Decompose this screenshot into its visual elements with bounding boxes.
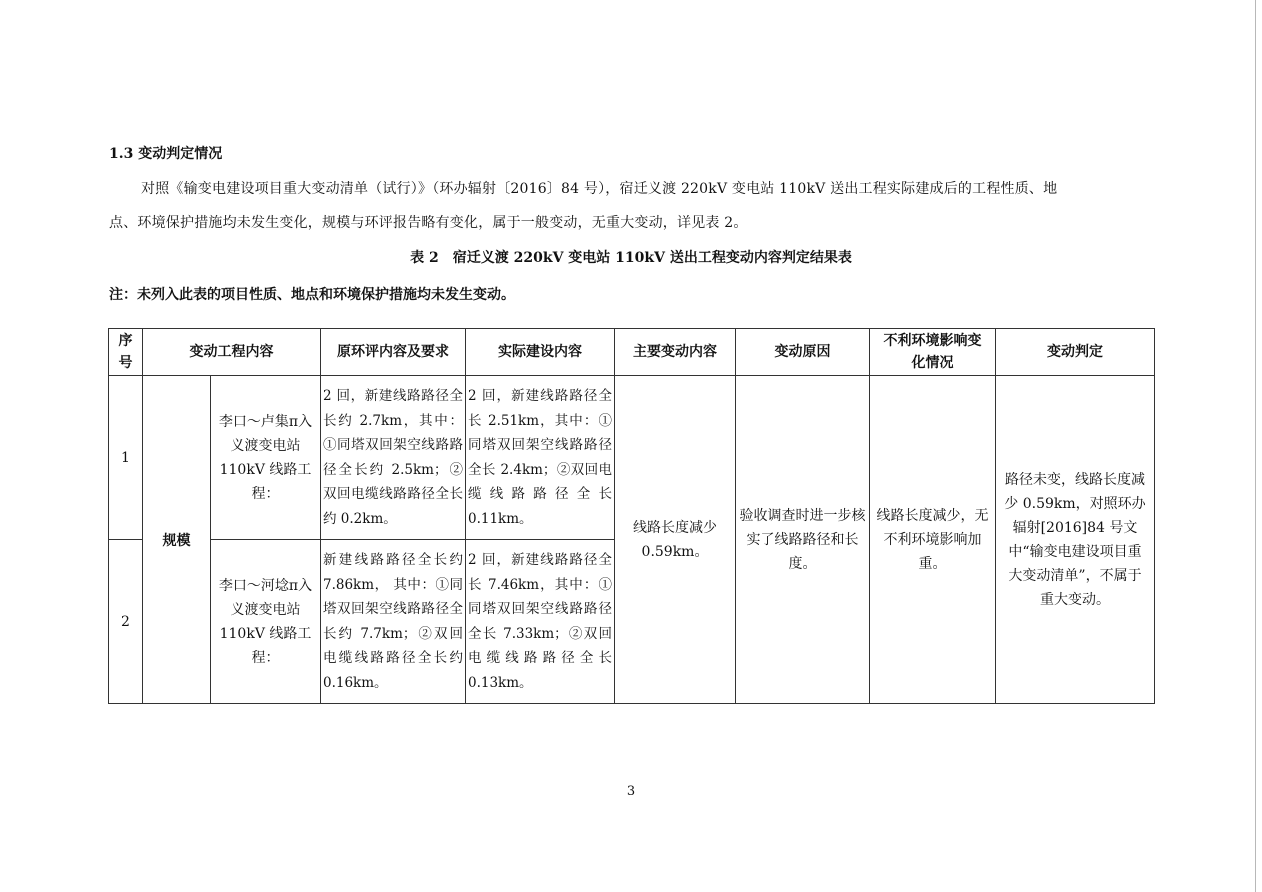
header-content: 变动工程内容 <box>143 329 321 376</box>
reason-cell: 验收调查时进一步核实了线路路径和长度。 <box>736 376 870 704</box>
table-header-row <box>109 329 1155 376</box>
env-impact-cell: 线路长度减少，无不利环境影响加重。 <box>870 376 996 704</box>
row-project: 李口～河埝π入义渡变电站110kV 线路工程： <box>211 540 321 704</box>
header-original: 原环评内容及要求 <box>321 329 466 376</box>
header-main-change: 主要变动内容 <box>615 329 736 376</box>
main-change-cell: 线路长度减少 0.59km。 <box>615 376 736 704</box>
header-seq: 序号 <box>109 329 143 376</box>
row-original: 新建线路路径全长约 7.86km， 其中：①同塔双回架空线路路径全长约 7.7km；②双回电缆线路路径全长约 0.16km。 <box>321 540 466 704</box>
header-judgement: 变动判定 <box>996 329 1155 376</box>
page-number: 3 <box>626 784 636 799</box>
header-reason: 变动原因 <box>736 329 870 376</box>
category-cell: 规模 <box>143 376 211 704</box>
table-row <box>109 376 1155 540</box>
header-env-impact: 不利环境影响变化情况 <box>870 329 996 376</box>
section-heading: 1.3 变动判定情况 <box>109 146 223 162</box>
row-project: 李口～卢集π入义渡变电站110kV 线路工程： <box>211 376 321 540</box>
table-note: 注：未列入此表的项目性质、地点和环境保护措施均未发生变动。 <box>109 287 515 303</box>
paragraph-line-1: 对照《输变电建设项目重大变动清单（试行）》（环办辐射〔2016〕84 号），宿迁义渡 220kV 变电站 110kV 送出工程实际建成后的工程性质、地 <box>141 181 1058 197</box>
header-actual: 实际建设内容 <box>466 329 615 376</box>
row-actual: 2 回，新建线路路径全长 2.51km，其中：①同塔双回架空线路路径全长 2.4km；②双回电缆线路路径全长 0.11km。 <box>466 376 615 540</box>
change-judgement-table <box>108 328 1155 704</box>
row-actual: 2 回，新建线路路径全长 7.46km，其中：①同塔双回架空线路路径全长 7.33km；②双回电缆线路路径全长 0.13km。 <box>466 540 615 704</box>
paragraph-line-2: 点、环境保护措施均未发生变化，规模与环评报告略有变化，属于一般变动，无重大变动，详见表 2。 <box>109 215 748 231</box>
row-seq: 1 <box>109 376 143 540</box>
row-seq: 2 <box>109 540 143 704</box>
row-original: 2 回，新建线路路径全长约 2.7km，其中：①同塔双回架空线路路径全长约 2.5km；②双回电缆线路路径全长约 0.2km。 <box>321 376 466 540</box>
judgement-cell: 路径未变，线路长度减少 0.59km，对照环办辐射[2016]84 号文中“输变电建设项目重大变动清单”，不属于重大变动。 <box>996 376 1155 704</box>
table-caption: 表 2 宿迁义渡 220kV 变电站 110kV 送出工程变动内容判定结果表 <box>410 250 852 266</box>
page-edge-rule <box>1255 0 1256 892</box>
